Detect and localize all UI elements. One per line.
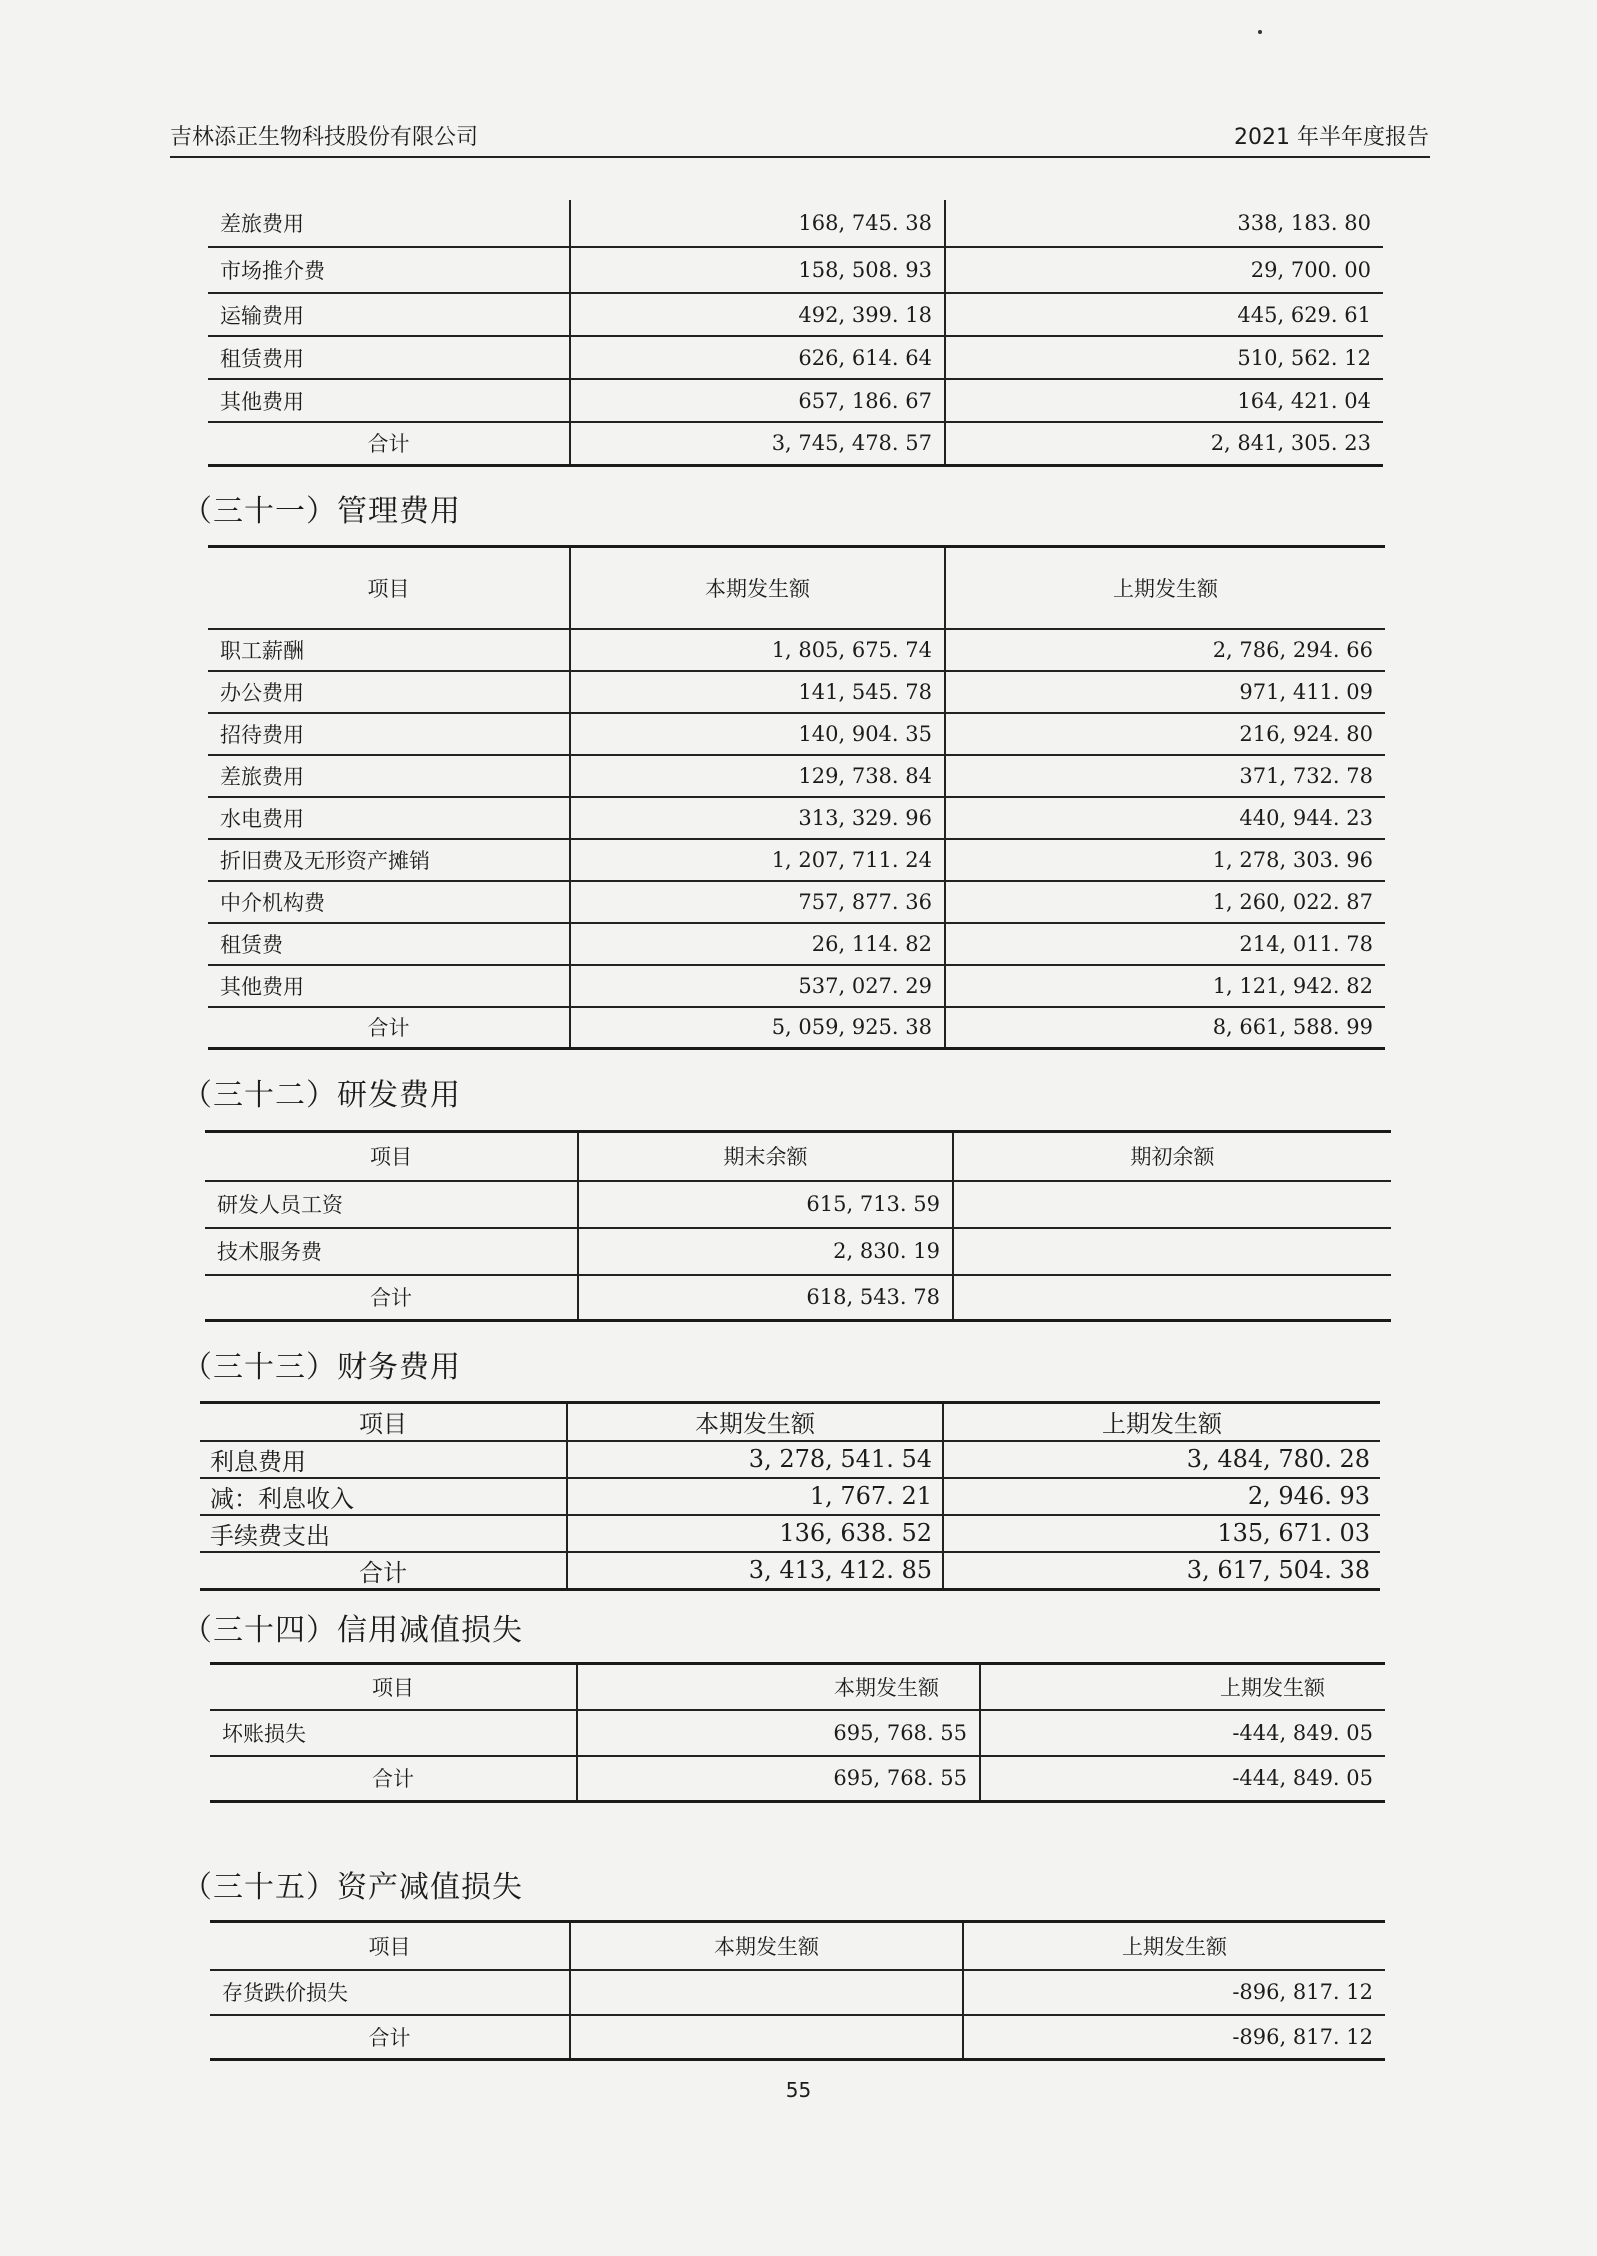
row-label: 手续费支出 [200, 1515, 567, 1552]
prior-amount: 2, 946. 93 [943, 1478, 1380, 1515]
total-row [200, 1552, 1380, 1590]
row-label: 市场推介费 [208, 247, 570, 293]
opening-amount [953, 1275, 1391, 1321]
current-amount: 26, 114. 82 [570, 923, 945, 965]
col-header-current: 本期发生额 [577, 1664, 980, 1710]
header-company: 吉林添正生物科技股份有限公司 [170, 125, 479, 150]
prior-amount: 29, 700. 00 [945, 247, 1383, 293]
table-header-row [205, 1132, 1391, 1181]
header-rule [170, 156, 1430, 158]
row-label: 折旧费及无形资产摊销 [208, 839, 570, 881]
prior-amount: -896, 817. 12 [963, 1970, 1385, 2015]
col-header-current: 本期发生额 [570, 547, 945, 629]
table-row [208, 923, 1385, 965]
section-title-asset-impairment: （三十五）资产减值损失 [182, 1870, 523, 1905]
current-amount: 695, 768. 55 [577, 1710, 980, 1756]
prior-amount: 216, 924. 80 [945, 713, 1385, 755]
row-label: 租赁费 [208, 923, 570, 965]
table-header-row [210, 1922, 1385, 1970]
prior-amount: 338, 183. 80 [945, 200, 1383, 247]
table-row [208, 336, 1383, 379]
header-report-title: 2021 年半年度报告 [1234, 125, 1429, 150]
rd-expense-table [205, 1130, 1391, 1322]
current-amount [570, 1970, 963, 2015]
prior-amount: 164, 421. 04 [945, 379, 1383, 422]
total-row [208, 422, 1383, 465]
row-label: 运输费用 [208, 293, 570, 336]
table-row [205, 1181, 1391, 1228]
prior-amount: 2, 841, 305. 23 [945, 422, 1383, 465]
total-label: 合计 [210, 2015, 570, 2060]
total-label: 合计 [200, 1552, 567, 1590]
current-amount: 5, 059, 925. 38 [570, 1007, 945, 1049]
total-label: 合计 [208, 1007, 570, 1049]
current-amount: 136, 638. 52 [567, 1515, 943, 1552]
prior-amount: 214, 011. 78 [945, 923, 1385, 965]
current-amount: 168, 745. 38 [570, 200, 945, 247]
prior-amount: 440, 944. 23 [945, 797, 1385, 839]
prior-amount: -444, 849. 05 [980, 1710, 1385, 1756]
col-header-item: 项目 [200, 1403, 567, 1441]
total-row [210, 1756, 1385, 1802]
ending-amount: 618, 543. 78 [578, 1275, 953, 1321]
table-header-row [210, 1664, 1385, 1710]
col-header-item: 项目 [210, 1664, 577, 1710]
sales-expense-table [208, 200, 1383, 467]
prior-amount: 1, 121, 942. 82 [945, 965, 1385, 1007]
table-row [200, 1515, 1380, 1552]
row-label: 技术服务费 [205, 1228, 578, 1275]
table-row [208, 839, 1385, 881]
table-row [208, 671, 1385, 713]
row-label: 利息费用 [200, 1441, 567, 1478]
row-label: 坏账损失 [210, 1710, 577, 1756]
table-row [208, 247, 1383, 293]
current-amount: 657, 186. 67 [570, 379, 945, 422]
prior-amount: 1, 260, 022. 87 [945, 881, 1385, 923]
col-header-prior: 上期发生额 [963, 1922, 1385, 1970]
table-header-row [200, 1403, 1380, 1441]
table-row [200, 1478, 1380, 1515]
current-amount: 158, 508. 93 [570, 247, 945, 293]
prior-amount: 135, 671. 03 [943, 1515, 1380, 1552]
table-row [208, 965, 1385, 1007]
col-header-current: 本期发生额 [570, 1922, 963, 1970]
total-row [208, 1007, 1385, 1049]
current-amount [570, 2015, 963, 2060]
table-row [208, 629, 1385, 671]
prior-amount: 1, 278, 303. 96 [945, 839, 1385, 881]
asset-impairment-table [210, 1920, 1385, 2061]
prior-amount: 3, 617, 504. 38 [943, 1552, 1380, 1590]
prior-amount: 3, 484, 780. 28 [943, 1441, 1380, 1478]
current-amount: 140, 904. 35 [570, 713, 945, 755]
current-amount: 1, 805, 675. 74 [570, 629, 945, 671]
current-amount: 313, 329. 96 [570, 797, 945, 839]
col-header-prior: 上期发生额 [943, 1403, 1380, 1441]
current-amount: 1, 207, 711. 24 [570, 839, 945, 881]
row-label: 租赁费用 [208, 336, 570, 379]
ending-amount: 615, 713. 59 [578, 1181, 953, 1228]
row-label: 其他费用 [208, 965, 570, 1007]
prior-amount: -444, 849. 05 [980, 1756, 1385, 1802]
scan-speck [1258, 30, 1262, 34]
table-row [208, 200, 1383, 247]
section-title-finance: （三十三）财务费用 [182, 1350, 461, 1385]
row-label: 差旅费用 [208, 755, 570, 797]
current-amount: 626, 614. 64 [570, 336, 945, 379]
row-label: 中介机构费 [208, 881, 570, 923]
col-header-item: 项目 [210, 1922, 570, 1970]
current-amount: 3, 278, 541. 54 [567, 1441, 943, 1478]
table-row [210, 1970, 1385, 2015]
col-header-opening: 期初余额 [953, 1132, 1391, 1181]
current-amount: 492, 399. 18 [570, 293, 945, 336]
opening-amount [953, 1181, 1391, 1228]
current-amount: 3, 745, 478. 57 [570, 422, 945, 465]
section-title-rd: （三十二）研发费用 [182, 1078, 461, 1113]
row-label: 水电费用 [208, 797, 570, 839]
col-header-prior: 上期发生额 [980, 1664, 1385, 1710]
prior-amount: 510, 562. 12 [945, 336, 1383, 379]
credit-impairment-table [210, 1662, 1385, 1803]
table-row [210, 1710, 1385, 1756]
row-label: 存货跌价损失 [210, 1970, 570, 2015]
row-label: 其他费用 [208, 379, 570, 422]
total-label: 合计 [210, 1756, 577, 1802]
prior-amount: -896, 817. 12 [963, 2015, 1385, 2060]
row-label: 职工薪酬 [208, 629, 570, 671]
row-label: 减：利息收入 [200, 1478, 567, 1515]
table-row [208, 881, 1385, 923]
prior-amount: 2, 786, 294. 66 [945, 629, 1385, 671]
total-row [210, 2015, 1385, 2060]
prior-amount: 971, 411. 09 [945, 671, 1385, 713]
current-amount: 141, 545. 78 [570, 671, 945, 713]
table-header-row [208, 547, 1385, 629]
section-title-credit-impairment: （三十四）信用减值损失 [182, 1613, 523, 1648]
current-amount: 1, 767. 21 [567, 1478, 943, 1515]
page-number: 55 [785, 2078, 812, 2102]
col-header-item: 项目 [208, 547, 570, 629]
current-amount: 757, 877. 36 [570, 881, 945, 923]
table-row [205, 1228, 1391, 1275]
table-row [208, 293, 1383, 336]
total-label: 合计 [205, 1275, 578, 1321]
total-label: 合计 [208, 422, 570, 465]
current-amount: 695, 768. 55 [577, 1756, 980, 1802]
table-row [208, 755, 1385, 797]
row-label: 办公费用 [208, 671, 570, 713]
prior-amount: 8, 661, 588. 99 [945, 1007, 1385, 1049]
col-header-item: 项目 [205, 1132, 578, 1181]
col-header-ending: 期末余额 [578, 1132, 953, 1181]
table-row [208, 797, 1385, 839]
row-label: 差旅费用 [208, 200, 570, 247]
col-header-prior: 上期发生额 [945, 547, 1385, 629]
table-row [208, 379, 1383, 422]
table-row [208, 713, 1385, 755]
admin-expense-table [208, 545, 1385, 1050]
total-row [205, 1275, 1391, 1321]
row-label: 研发人员工资 [205, 1181, 578, 1228]
current-amount: 537, 027. 29 [570, 965, 945, 1007]
prior-amount: 371, 732. 78 [945, 755, 1385, 797]
finance-expense-table [200, 1401, 1380, 1591]
row-label: 招待费用 [208, 713, 570, 755]
prior-amount: 445, 629. 61 [945, 293, 1383, 336]
current-amount: 129, 738. 84 [570, 755, 945, 797]
ending-amount: 2, 830. 19 [578, 1228, 953, 1275]
opening-amount [953, 1228, 1391, 1275]
current-amount: 3, 413, 412. 85 [567, 1552, 943, 1590]
table-row [200, 1441, 1380, 1478]
section-title-admin: （三十一）管理费用 [182, 494, 461, 529]
col-header-current: 本期发生额 [567, 1403, 943, 1441]
